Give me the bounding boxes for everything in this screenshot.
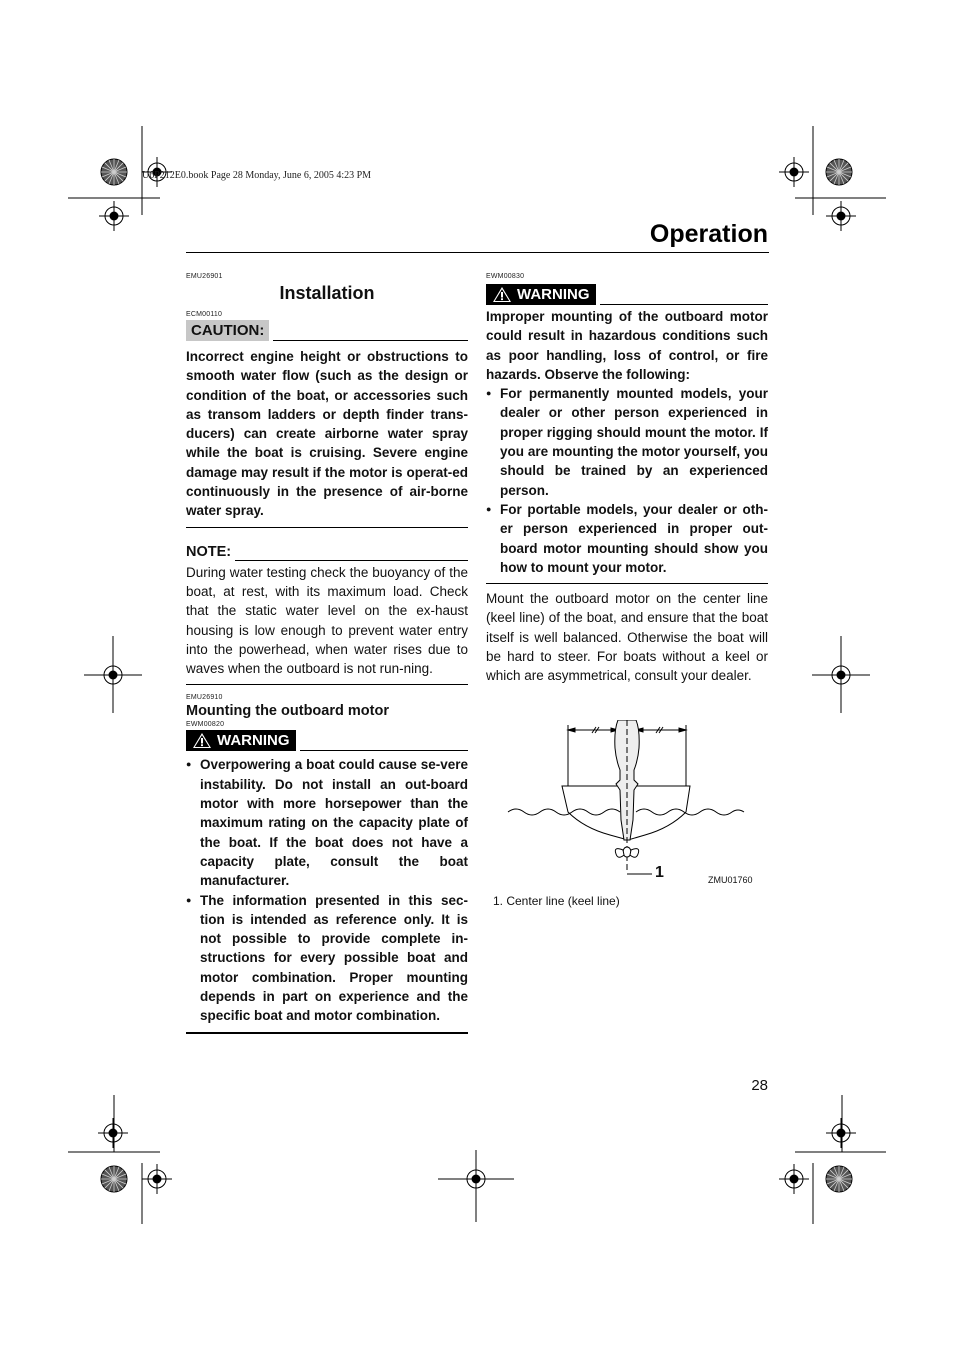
warning-code: EWM00830 [486,273,525,280]
caution-code: ECM00110 [186,311,223,318]
figure-caption: 1. Center line (keel line) [493,894,620,908]
warning-triangle-icon [192,732,212,749]
warning-label: WARNING [217,732,290,750]
warning-header [186,730,468,751]
right-column [486,272,768,686]
note-end-rule [186,684,468,685]
mounting-code: EMU26910 [186,694,223,702]
list-item: ● The information presented in this sec-tion is intended as reference only. It is not possible to provide complete in-structions for every possible boat and motor combination. Proper mounting depends in part on experience and the specific boat and motor combination. [186,891,468,1026]
warning-end-rule [186,1032,468,1034]
warning-bullets [486,384,768,577]
list-item: ● Overpowering a boat could cause se-vere instability. Do not install an out-board motor with more horsepower than the maximum rating on the capacity plate of the boat. If the boat does not have a capacity plate, consult the boat manufacturer. [186,755,468,890]
section-title-installation: Installation [279,283,375,303]
warning-triangle-icon [492,286,512,303]
warning-intro: Improper mounting of the outboard motor could result in hazardous conditions such as poor handling, loss of control, or fire hazards. Observe the following: [486,309,768,382]
caution-end-rule [186,527,468,528]
page-title: Operation [649,220,768,248]
list-item: ● For permanently mounted models, your dealer or other person experienced in proper rigging should mount the motor. If you are mounting the motor yourself, you should be trained by an experienced person. [486,384,768,500]
section-title-mounting: Mounting the outboard motor [186,703,389,720]
list-item: ● For portable models, your dealer or oth-er person experienced in proper out-board motor mounting should show you how to mount your motor. [486,500,768,577]
figure-code: ZMU01760 [708,875,753,885]
warning-header [486,284,768,305]
note-text: During water testing check the buoyancy of the boat, at rest, with its maximum load. Check that the static water level on the ex-haust housing is low enough to prevent water entry into the powerhead, when water rises due to waves when the outboard is not run-ning. [186,564,468,677]
note-header [186,543,468,561]
body-text: Mount the outboard motor on the center line (keel line) of the boat, and ensure that the boat itself is well balanced. Otherwise the boat will be hard to steer. For boats without a keel or which are asymmetrical, consult your dealer. [486,591,768,684]
boat-center-line-figure [500,720,760,890]
warning-end-rule [486,583,768,584]
caution-label: CAUTION: [186,320,269,341]
title-rule [186,252,769,253]
note-label: NOTE: [186,543,232,560]
figure-callout: 1 [655,864,664,881]
warning-bullets [186,755,468,1025]
left-column [186,272,468,1034]
print-file-info: U6P212E0.book Page 28 Monday, June 6, 2005 4:23 PM [142,170,372,181]
caution-header [186,320,468,341]
section-code: EMU26901 [186,273,223,280]
page-number: 28 [751,1077,768,1094]
warning-label: WARNING [517,286,590,303]
caution-text: Incorrect engine height or obstructions to smooth water flow (such as the design or condition of the boat, or accessories such as transom ladders or depth finder trans-ducers) can create airborne water spray while the boat is cruising. Severe engine damage may result if the motor is operat-ed continuously in the presence of air-borne water spray. [186,349,468,519]
warning-code: EWM00820 [186,721,225,729]
